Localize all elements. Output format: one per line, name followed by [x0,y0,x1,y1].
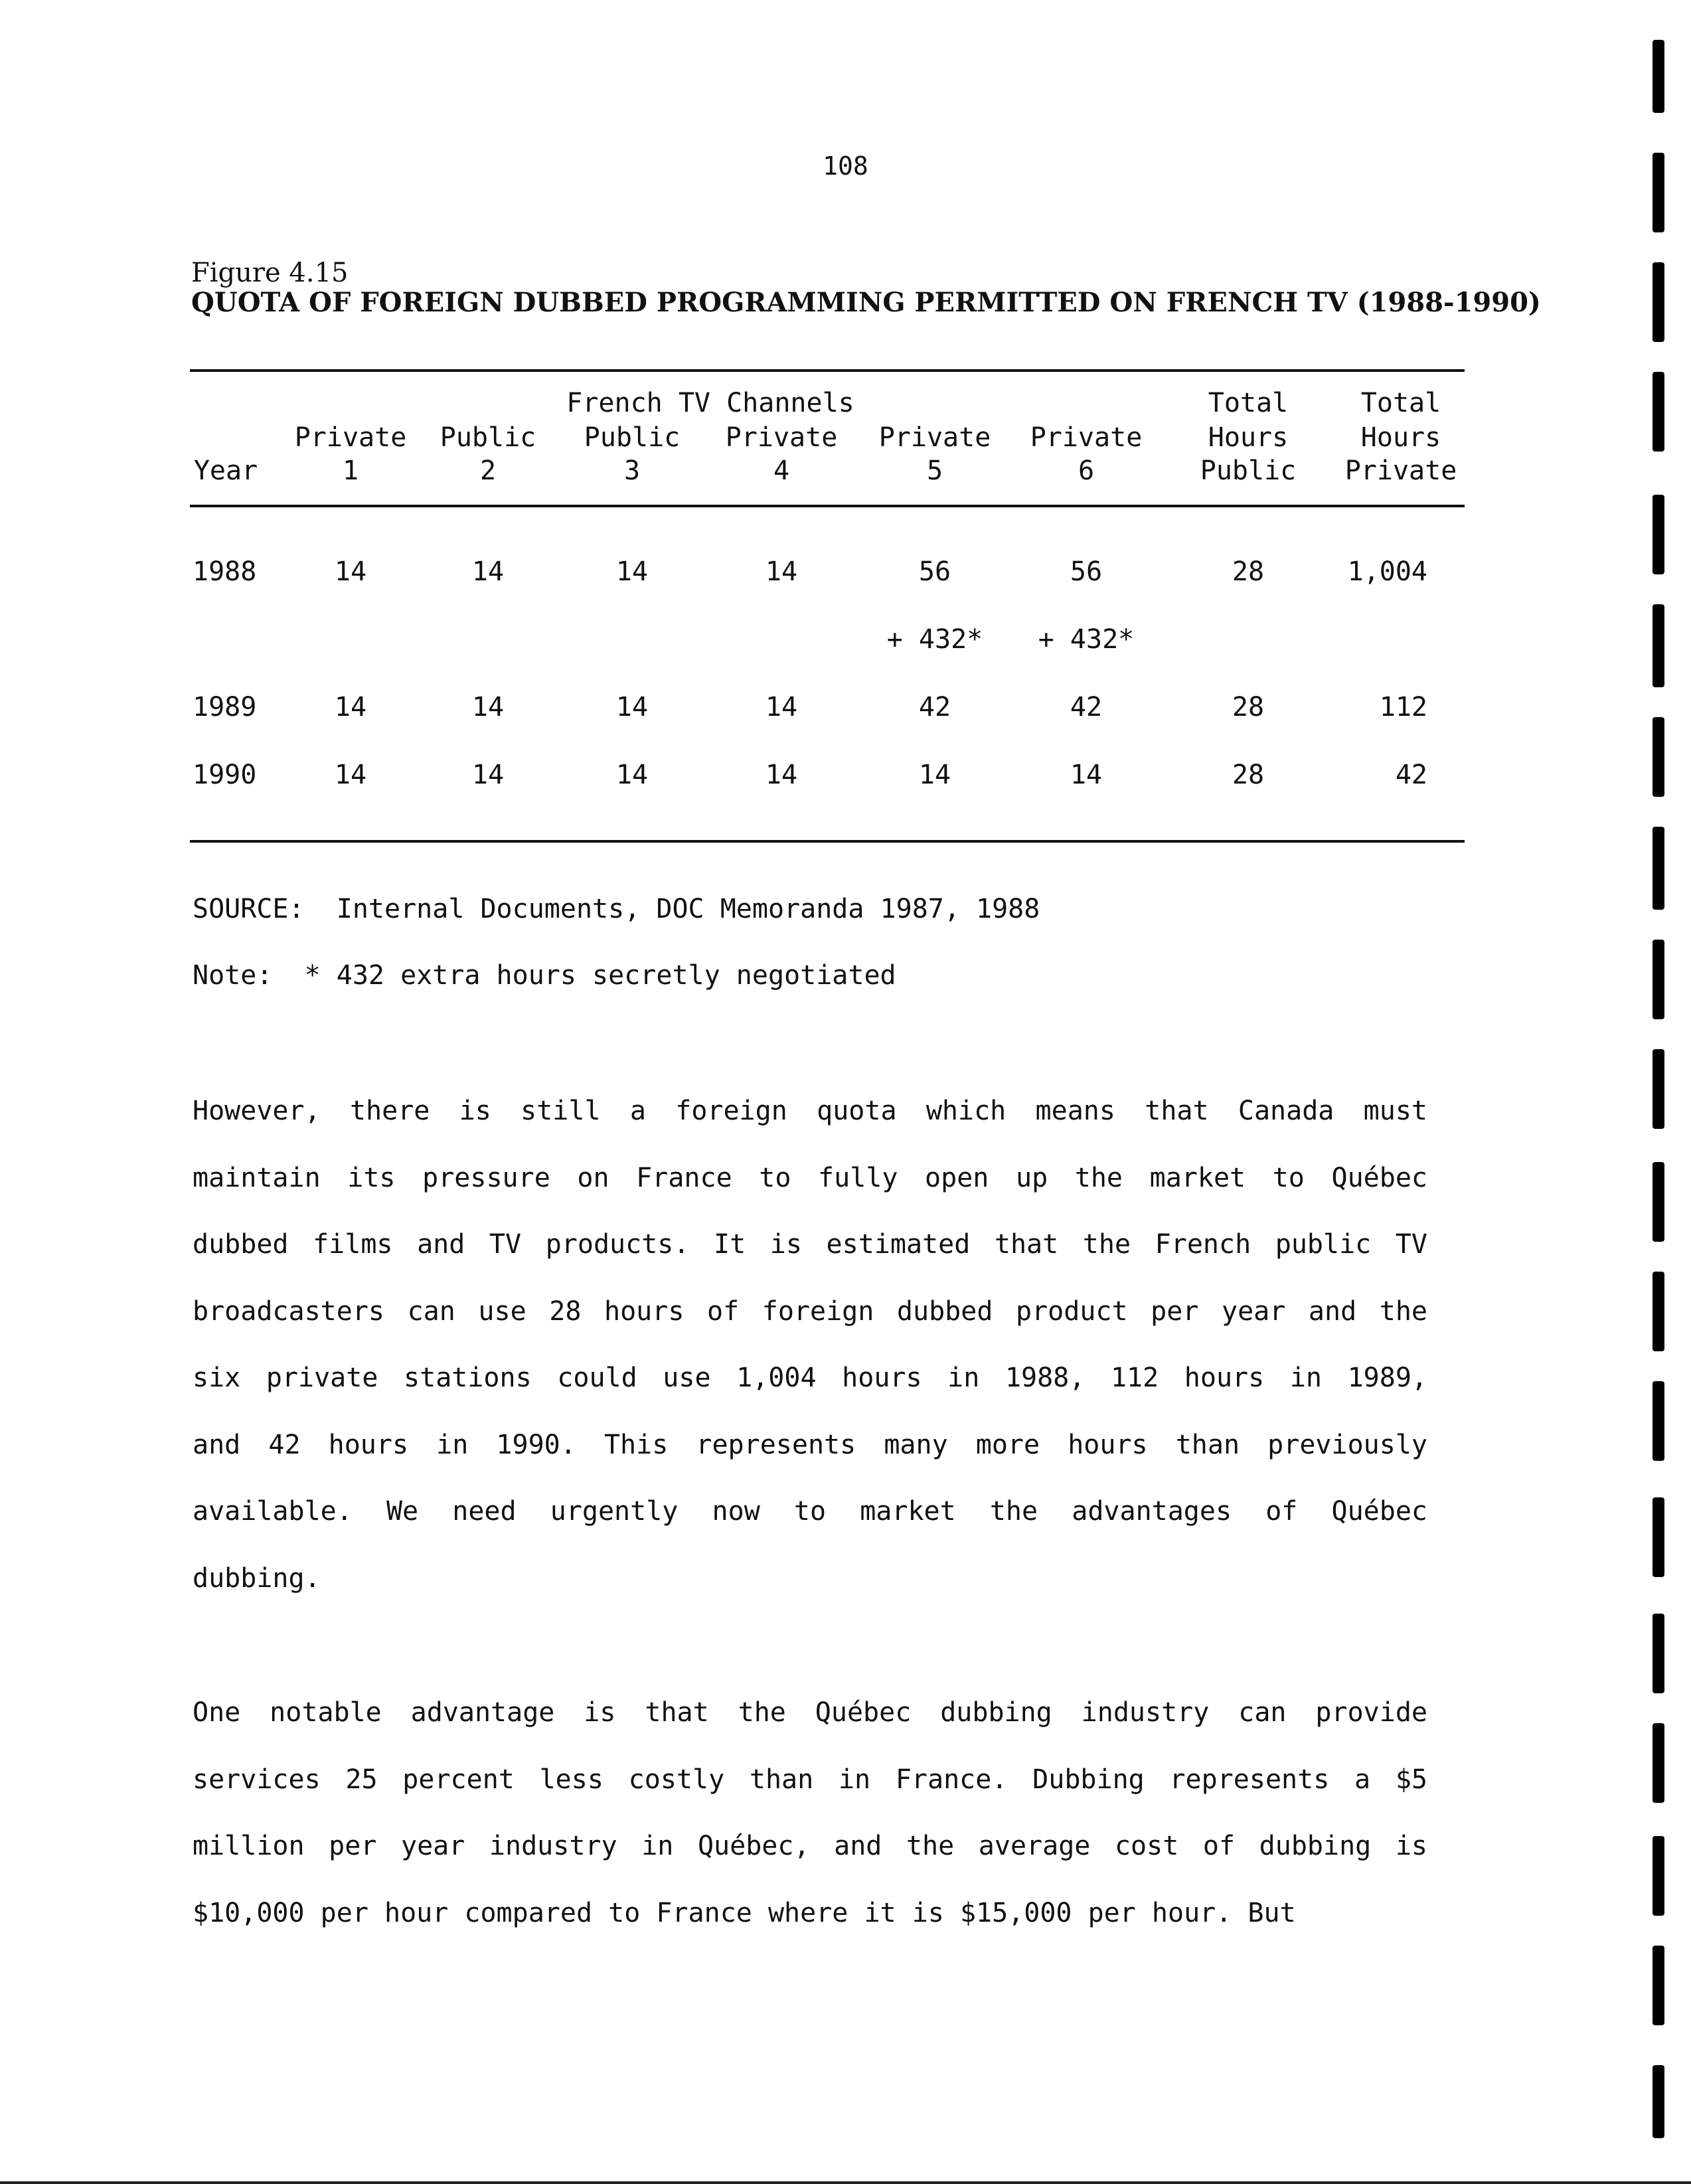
note-line: Note: * 432 extra hours secretly negotiated [193,960,896,991]
binding-mark [1652,827,1664,910]
binding-mark [1652,1946,1664,2025]
table-cell-r3-c1: 14 [334,760,367,790]
column-header-0-line3: Year [193,456,258,486]
column-header-8-line1: Total [1360,388,1441,418]
table-cell-r0-c4: 14 [765,556,798,587]
column-header-8-line3: Private [1344,456,1457,486]
column-header-4-line3: 4 [773,456,790,486]
binding-mark [1652,1381,1664,1461]
table-cell-r1-c6: + 432* [1038,624,1135,655]
table-cell-r0-c3: 14 [615,556,649,587]
paragraph-1-line-5: six private stations could use 1,004 hours in 1988, 112 hours in 1989, [193,1363,1427,1393]
figure-title: QUOTA OF FOREIGN DUBBED PROGRAMMING PERMITTED ON FRENCH TV (1988-1990) [191,287,1541,318]
binding-mark [1652,1614,1664,1693]
paragraph-1-line-4: broadcasters can use 28 hours of foreign dubbed product per year and the [193,1296,1427,1327]
table-top-rule [190,369,1465,372]
table-cell-r3-c5: 14 [918,760,951,790]
table-cell-r0-c2: 14 [471,556,505,587]
paragraph-2-line-4: $10,000 per hour compared to France where it is $15,000 per hour. But [193,1897,1296,1928]
table-cell-r2-c5: 42 [918,692,951,722]
column-header-7-line2: Hours [1208,422,1289,453]
figure-label: Figure 4.15 [191,258,349,288]
paragraph-1-line-1: However, there is still a foreign quota which means that Canada must [193,1096,1427,1126]
column-header-2-line2: Public [440,422,536,453]
column-header-1-line3: 1 [342,456,359,486]
column-header-7-line1: Total [1208,388,1289,418]
table-cell-r0-c1: 14 [334,556,367,587]
column-header-8-line2: Hours [1360,422,1441,453]
paragraph-1-line-6: and 42 hours in 1990. This represents many more hours than previously [193,1429,1427,1460]
table-header-rule [190,505,1465,507]
binding-mark [1652,717,1664,797]
table-cell-r2-c6: 42 [1070,692,1103,722]
column-header-3-line2: Public [584,422,681,453]
column-header-3-line3: 3 [623,456,641,486]
table-cell-r3-c4: 14 [765,760,798,790]
binding-mark [1652,495,1664,574]
binding-mark [1652,1162,1664,1242]
binding-mark [1652,940,1664,1019]
column-header-2-line3: 2 [479,456,497,486]
table-cell-r3-c7: 28 [1232,760,1265,790]
table-cell-r2-c3: 14 [615,692,649,722]
table-cell-r2-c2: 14 [471,692,505,722]
column-header-5-line2: Private [878,422,991,453]
paragraph-1-line-2: maintain its pressure on France to fully open up the market to Québec [193,1162,1427,1193]
binding-mark [1652,1836,1664,1916]
table-cell-r2-c0: 1989 [193,692,257,722]
page-edge [0,2181,1691,2184]
page-number: 108 [823,151,868,181]
paragraph-2-line-1: One notable advantage is that the Québec dubbing industry can provide [193,1697,1427,1728]
table-cell-r2-c8: 112 [1379,692,1427,722]
column-header-1-line2: Private [294,422,407,453]
column-header-4-line2: Private [725,422,838,453]
paragraph-2-line-2: services 25 percent less costly than in France. Dubbing represents a $5 [193,1764,1427,1795]
table-cell-r3-c0: 1990 [193,760,257,790]
binding-mark [1652,1049,1664,1129]
paragraph-1-line-8: dubbing. [193,1562,321,1594]
binding-mark [1652,1497,1664,1577]
column-header-5-line3: 5 [926,456,943,486]
source-line: SOURCE: Internal Documents, DOC Memoranda 1987, 1988 [193,894,1040,924]
table-cell-r0-c5: 56 [918,556,951,587]
table-cell-r3-c2: 14 [471,760,505,790]
paragraph-1-line-7: available. We need urgently now to market the advantages of Québec [193,1496,1427,1527]
table-cell-r2-c7: 28 [1232,692,1265,722]
table-cell-r2-c1: 14 [334,692,367,722]
table-cell-r2-c4: 14 [765,692,798,722]
table-cell-r3-c8: 42 [1395,760,1427,790]
binding-mark [1652,1723,1664,1803]
binding-mark [1652,1272,1664,1351]
column-header-6-line2: Private [1030,422,1143,453]
paragraph-2-line-3: million per year industry in Québec, and the average cost of dubbing is [193,1831,1427,1861]
table-cell-r0-c8: 1,004 [1347,556,1427,587]
binding-mark [1652,262,1664,342]
binding-mark [1652,153,1664,232]
binding-mark [1652,40,1664,113]
table-cell-r0-c6: 56 [1070,556,1103,587]
binding-mark [1652,604,1664,687]
table-cell-r0-c0: 1988 [193,556,257,587]
table-group-header: French TV Channels [566,388,854,418]
table-cell-r3-c3: 14 [615,760,649,790]
table-cell-r1-c5: + 432* [886,624,983,655]
binding-mark [1652,2065,1664,2138]
table-bottom-rule [190,840,1465,843]
table-cell-r3-c6: 14 [1070,760,1103,790]
binding-mark [1652,372,1664,452]
column-header-7-line3: Public [1200,456,1297,486]
table-cell-r0-c7: 28 [1232,556,1265,587]
paragraph-1-line-3: dubbed films and TV products. It is estimated that the French public TV [193,1229,1427,1260]
paragraph-1 [193,1078,1427,1612]
paragraph-2 [193,1679,1427,1946]
column-header-6-line3: 6 [1078,456,1095,486]
